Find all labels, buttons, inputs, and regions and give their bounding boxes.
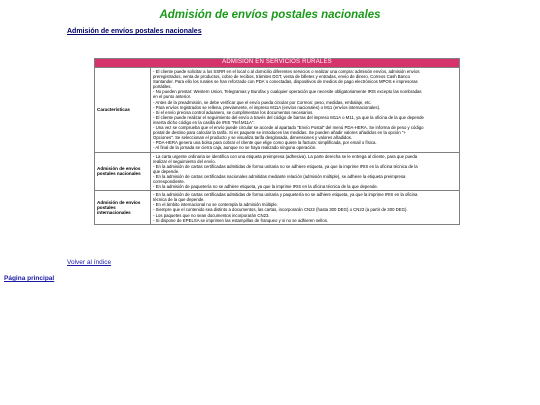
text-line: portátiles. (153, 84, 172, 90)
row-label-internacionales: Admisión de envíos postales internacionales (95, 191, 151, 225)
text-line: - Si el envío precisa control aduanero, se cumplimentan los documentos necesarios. (153, 109, 314, 115)
text-line: - Para envíos registrados se rellena, previamente, el impreso M11A (envíos nacionales) o M11 (envíos internacionales). (153, 104, 381, 110)
table-row (95, 152, 460, 191)
row-label-caracteristicas: Características (95, 68, 151, 153)
row-label-nacionales: Admisión de envíos postales nacionales (95, 152, 151, 191)
text-line: - PDA-HERA genera una bolsa para cobrar el cliente que elige como quiere la factura: simplificada, por email o física. (153, 140, 377, 146)
section-subtitle: Admisión de envíos postales nacionales (67, 28, 202, 35)
row-text-nacionales (151, 152, 460, 191)
text-line: - Si dispone de EPELSA se imprimen las estampillas de franqueo y si no se adhieren sellos. (153, 217, 329, 223)
back-to-index-link[interactable]: Volver al índice (67, 259, 112, 266)
text-line: inserta dicho código en la casilla de IRIS "Ref.M11A". (153, 119, 255, 125)
row-text-caracteristicas (151, 68, 460, 153)
text-line: - El cliente puede realizar el seguimiento del envío a través del código de barras del impreso M11A o M11, ya que la oficina de la que depende (153, 114, 424, 120)
text-line: - El cliente puede solicitar a los SSRR en el local o al domicilio diferentes servicios o realizar una compra: admisión envíos, admisión envíos (153, 69, 420, 74)
text-line: Santander. Para ello los rurales se han reforzado con PDA´s conectadas, dispositivos de medios de pago electrónicos MPOS e impresoras (153, 79, 418, 85)
text-line: técnica de la que depende. (153, 197, 205, 203)
services-table (94, 58, 460, 225)
text-line: postal de destino para calcular la tarifa. Si es paquete se introducen las medidas. Se pueden añadir valores añadidos en la opción "+ (153, 130, 406, 136)
text-line: - Los paquetes que no sean documentos incorporarán CN23. (153, 212, 270, 218)
text-line: - La carta urgente ordinaria se identifica con una etiqueta preimpresa (adhesiva). La parte derecha se le entrega al cliente, para que pueda (153, 153, 418, 159)
text-line: que depende. (153, 168, 180, 174)
table-row (95, 68, 460, 153)
text-line: - En la admisión de cartas certificadas admitidas de forma unitaria no se adhiere etiqueta, ya que la imprime IRIS en la oficina técnica de la (153, 163, 418, 169)
text-line: - Una vez se comprueba que el envío puede circular se accede al apartado "Envío Postal" del menú PDA-HERA. Se informa de peso y código (153, 125, 424, 131)
row-text-internacionales (151, 191, 460, 225)
text-line: - Siempre que el contenido sea distinto a documentos, las cartas, incorporarán CN22 (hasta 300 DEG) o CN23 (a partir de 300 DEG). (153, 207, 408, 213)
text-line: realizar el seguimiento del envío. (153, 158, 216, 164)
text-line: - Al final de la jornada se cierra caja, aunque no se haya realizado ninguna operación. (153, 145, 317, 151)
text-line: en el punto anterior. (153, 94, 191, 100)
table-header: ADMISIÓN EN SERVICIOS RURALES (95, 59, 460, 68)
text-line: correspondiente. (153, 178, 186, 184)
table-header-row (95, 59, 460, 68)
text-line: - No pueden prestar: Western Union, Telegramas y Burofax y cualquier operación que necesite obligatoriamente IRIS excepto las nombradas (153, 89, 422, 95)
text-line: - En la admisión de paquetería no se adhiere etiqueta, ya que la imprime IRIS en la oficina técnica de la que depende. (153, 184, 379, 190)
text-line: Opciones". Se seleccionan el producto y se visualiza tarifa desglosada, dimensiones y valores añadidos. (153, 135, 353, 141)
text-line: - En la admisión de cartas certificadas admitidas de forma unitaria y paquetería no se adhiere etiqueta, ya que la imprime IRIS en la oficina (153, 192, 418, 198)
home-page-link[interactable]: Página principal (4, 275, 55, 282)
text-line: - En el ámbito internacional no se contempla la admisión múltiple. (153, 202, 278, 208)
page-title: Admisión de envíos postales nacionales (159, 9, 381, 21)
text-line: - En la admisión de cartas certificadas nacionales admitidas mediante relación (admisión múltiple), se adhiere la etiqueta preimpresa (153, 173, 406, 179)
text-line: preregistrados, venta de productos, cobro de recibos, trámites DGT, venta de billetes y entradas, envío de dinero, Correos Cash Banco (153, 74, 410, 80)
table-row (95, 191, 460, 225)
text-line: - Antes de la preadmisión, se debe verificar que el envío pueda circular por Correos: peso, medidas, embalaje, etc. (153, 99, 372, 105)
